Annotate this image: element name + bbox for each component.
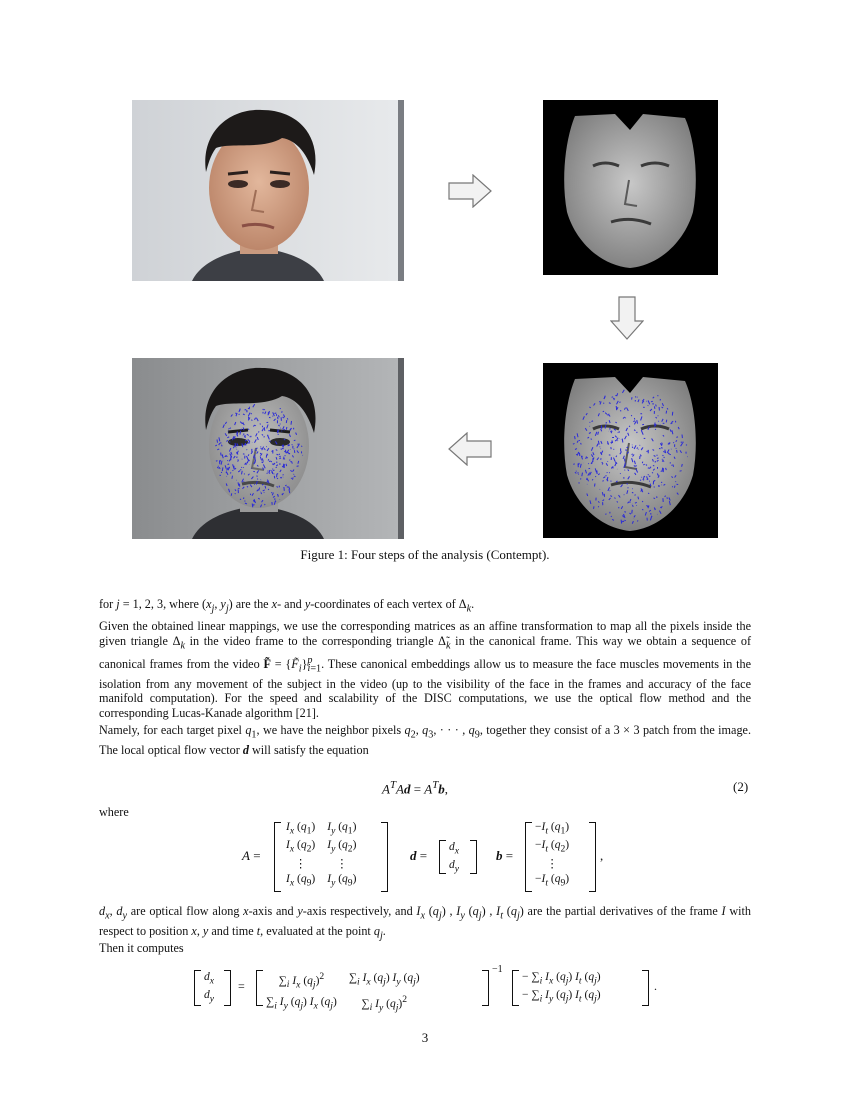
page-number: 3 (421, 1030, 429, 1045)
equation-2: $A^TAd = A^Tb$, (382, 779, 449, 797)
arrow-left-icon (448, 432, 492, 466)
paragraph-affine: Given the obtained linear mappings, we use the corresponding matrices as an affine transformation to map all the pixels inside the given triangle $\Delta_k$ in the video frame to the corresponding triangle $\Deltã_k$ in the canonical frame. This way we obtain a sequence of canonical frames from the video F̃ = $\{F̃_i\}^p_{i=1}$. These canonical embeddings allow us to measure the face muscles movements in the isolation from any movement of the subject in the video (up to the visibility of the face in the frames and accuracy of the face manifold computation). For the speed and scalability of the DISC computations, we use the optical flow method and the corresponding Lucas-Kanade algorithm [21]. (99, 619, 752, 720)
then-it-computes: Then it computes (99, 941, 184, 955)
equation-number: (2) (733, 779, 749, 794)
arrow-right-icon (448, 174, 492, 208)
canonical-face-frame (543, 100, 718, 275)
paragraph-neighbor-pixels: Namely, for each target pixel $q_1$, we have the neighbor pixels $q_2$, $q_3$, · · · , $q_9$, together they consist of a 3 × 3 patch from the image. The local optical flow vector d will satisfy the equation (99, 723, 751, 758)
canonical-face-with-flow (543, 363, 718, 538)
paragraph-flow-definitions: $d_x$, $d_y$ are optical flow along x-axis and y-axis respectively, and $I_x$ $(q_j)$ , $I_y$ $(q_j)$ , $I_t$ $(q_j)$ are the partial derivatives of the frame I with respect to position x, y and time t, evaluated at the point $q_j$. (99, 904, 751, 942)
lucas-kanade-solution: $d_x$ $d_y$ = $\sum_i$ $I_x$ $(q_j)^2$ $\sum_i$ $I_x$ $(q_j)$ $I_y$ $(q_j)$ $\sum_i$ $I_y$ $(q_j)$ $I_x$ $(q_j)$ $\sum_i$ $I_y$ $(q_j)^2$ −1 − $\sum_i$ $I_x$ $(q_j)$ $I_t$ $(q_j)$ − $\sum_i$ $I_y$ $(q_j)$ $I_t$ $(q_j)$ . (194, 966, 664, 1010)
text-line-j: for j = 1, 2, 3, where ($x_j$, $y_j$) are the x- and y-coordinates of each vertex of $\Delta_k$. (99, 597, 475, 615)
where-label: where (99, 805, 129, 819)
figure-caption: Figure 1: Four steps of the analysis (Contempt). (300, 547, 550, 562)
arrow-down-icon (610, 296, 644, 340)
original-face-with-flow (132, 358, 404, 539)
matrix-definitions: A = $I_x$ $(q_1)$ $I_y$ $(q_1)$ $I_x$ $(q_2)$ $I_y$ $(q_2)$ ⋮ ⋮ $I_x$ $(q_9)$ $I_y$ $(q_9)$ d = $d_x$ $d_y$ b = $-I_t$ $(q_1)$ $-I_t$ $(q_2)$ ⋮ $-I_t$ $(q_9)$ , (242, 818, 612, 896)
original-face-photo (132, 100, 404, 281)
